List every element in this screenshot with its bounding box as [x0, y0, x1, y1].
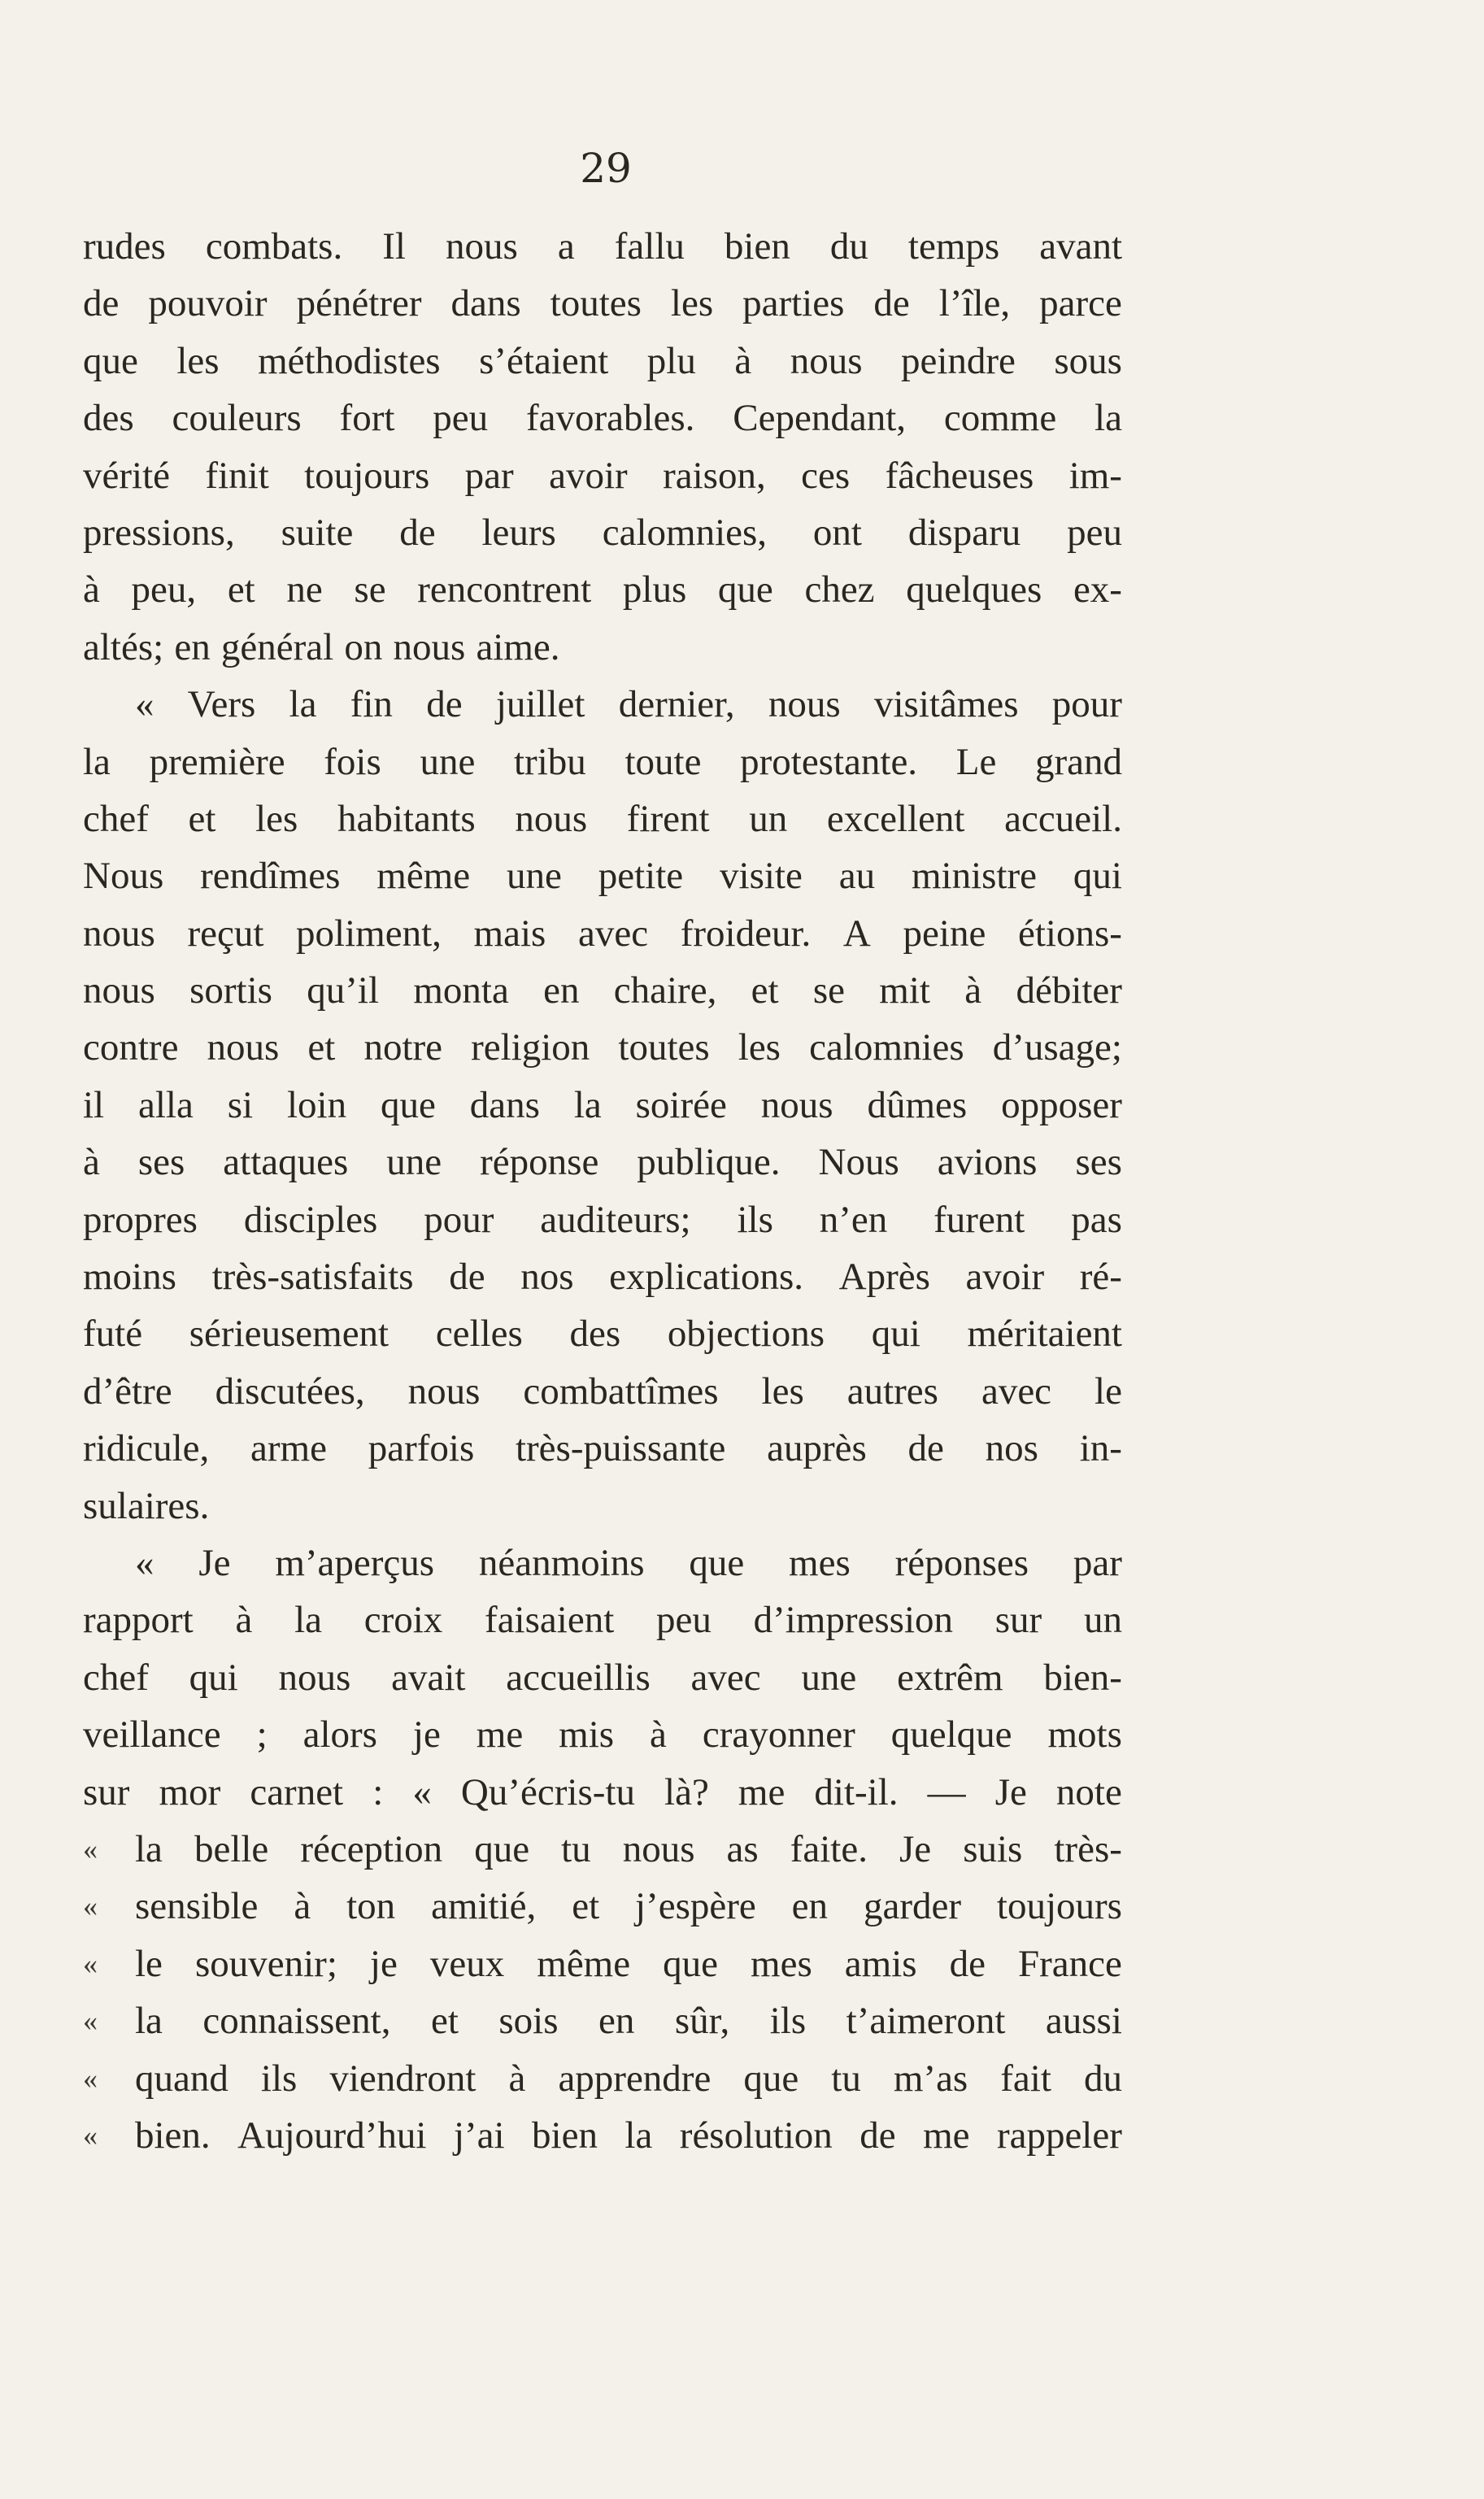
text-line: veillance ; alors je me mis à crayonner quelque mots — [83, 1713, 1122, 1757]
body-text — [83, 218, 1122, 2164]
text-line: nous sortis qu’il monta en chaire, et se mit à débiter — [83, 969, 1122, 1012]
text-line: « Je m’aperçus néanmoins que mes réponses par — [135, 1541, 1122, 1584]
text-line: que les méthodistes s’étaient plu à nous peindre sous — [83, 339, 1122, 382]
text-line: altés; en général on nous aime. — [83, 625, 560, 668]
text-line: ridicule, arme parfois très-puissante auprès de nos in- — [83, 1427, 1122, 1470]
text-line: chef qui nous avait accueillis avec une extrêm bien- — [83, 1656, 1122, 1699]
text-line: sulaires. — [83, 1484, 210, 1527]
page-number: 29 — [580, 145, 632, 192]
text-line: « quand ils viendront à apprendre que tu m’as fait du — [83, 2050, 1122, 2107]
quote-mark: « — [83, 2061, 98, 2095]
text-line: « sensible à ton amitié, et j’espère en garder toujours — [83, 1878, 1122, 1935]
text-line: futé sérieusement celles des objections qui méritaient — [83, 1313, 1122, 1356]
quote-mark: « — [83, 2005, 98, 2038]
text-line: « bien. Aujourd’hui j’ai bien la résolution de me rappeler — [83, 2107, 1122, 2164]
text-line: de pouvoir pénétrer dans toutes les parties de l’île, parce — [83, 282, 1122, 325]
text-line: rapport à la croix faisaient peu d’impression sur un — [83, 1599, 1122, 1642]
text-line: contre nous et notre religion toutes les calomnies d’usage; — [83, 1026, 1122, 1069]
text-line: « la connaissent, et sois en sûr, ils t’aimeront aussi — [83, 1992, 1122, 2049]
text-line: vérité finit toujours par avoir raison, ces fâcheuses im- — [83, 454, 1122, 497]
text-line: à ses attaques une réponse publique. Nous avions ses — [83, 1141, 1122, 1184]
quote-mark: « — [83, 2118, 98, 2152]
quote-mark: « — [83, 1890, 98, 1923]
quote-mark: « — [83, 1947, 98, 1980]
text-line: à peu, et ne se rencontrent plus que chez quelques ex- — [83, 568, 1122, 612]
text-line: « Vers la fin de juillet dernier, nous visitâmes pour — [135, 683, 1122, 726]
text-line: moins très-satisfaits de nos explications. Après avoir ré- — [83, 1256, 1122, 1299]
text-line: propres disciples pour auditeurs; ils n’en furent pas — [83, 1198, 1122, 1241]
text-line: d’être discutées, nous combattîmes les autres avec le — [83, 1369, 1122, 1413]
text-line: rudes combats. Il nous a fallu bien du temps avant — [83, 225, 1122, 268]
text-line: « la belle réception que tu nous as faite. Je suis très- — [83, 1821, 1122, 1878]
quote-mark: « — [83, 1832, 98, 1866]
text-line: nous reçut poliment, mais avec froideur. A peine étions- — [83, 912, 1122, 955]
text-line: la première fois une tribu toute protestante. Le grand — [83, 740, 1122, 783]
text-line: « le souvenir; je veux même que mes amis de France — [83, 1935, 1122, 1992]
text-line: sur mor carnet : « Qu’écris-tu là? me dit-il. — Je note — [83, 1770, 1122, 1813]
text-line: pressions, suite de leurs calomnies, ont disparu peu — [83, 511, 1122, 554]
text-line: Nous rendîmes même une petite visite au ministre qui — [83, 855, 1122, 898]
text-line: chef et les habitants nous firent un excellent accueil. — [83, 797, 1122, 840]
text-line: des couleurs fort peu favorables. Cependant, comme la — [83, 397, 1122, 440]
text-line: il alla si loin que dans la soirée nous dûmes opposer — [83, 1083, 1122, 1126]
